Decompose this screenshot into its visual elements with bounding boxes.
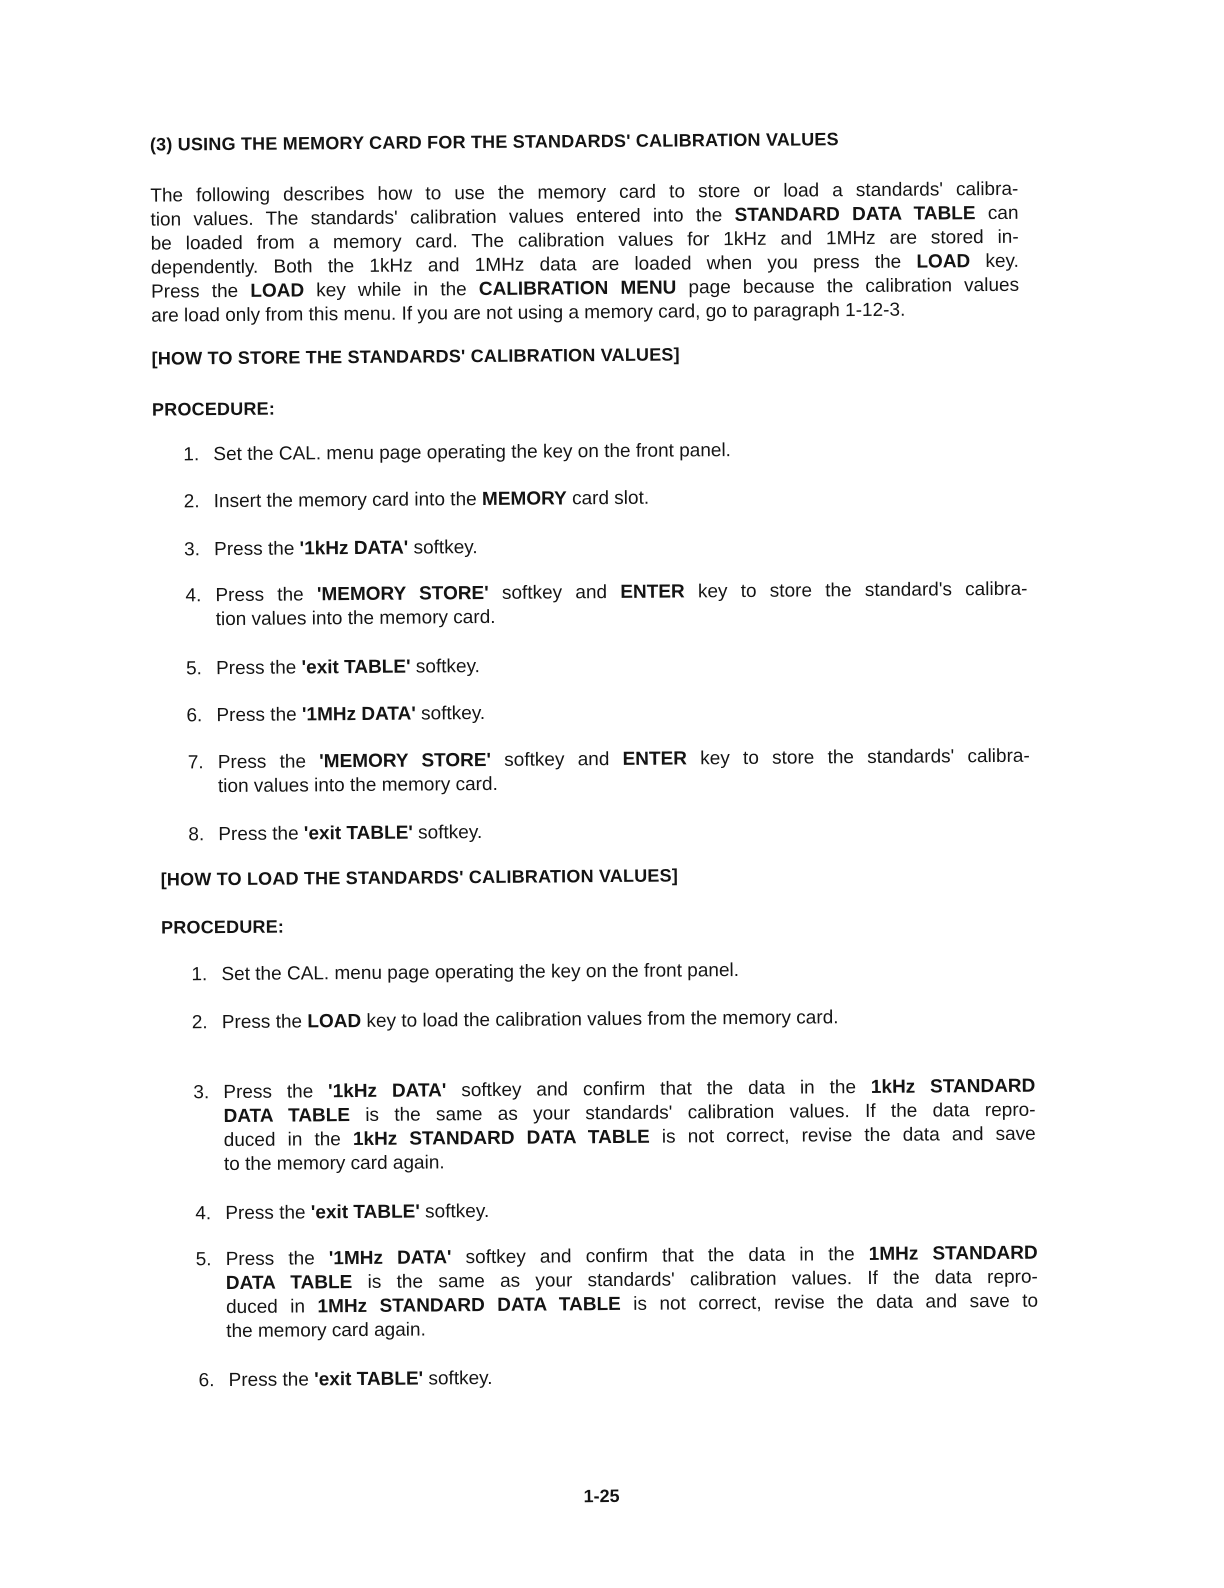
section-title: (3) USING THE MEMORY CARD FOR THE STANDARDS' CALIBRATION VALUES bbox=[149, 129, 839, 155]
intro-line: dependently. Both the 1kHz and 1MHz data are loaded when you press the LOAD key. bbox=[150, 250, 1019, 279]
store-step-4: 4. Press the 'MEMORY STORE' softkey and ENTER key to store the standard's calibra- tion values into the memory card. bbox=[185, 578, 1028, 631]
load-heading: [HOW TO LOAD THE STANDARDS' CALIBRATION VALUES] bbox=[160, 865, 679, 890]
store-step-7: 7. Press the 'MEMORY STORE' softkey and ENTER key to store the standards' calibra- tion values into the memory card. bbox=[187, 745, 1030, 798]
load-step-1: 1. Set the CAL. menu page operating the key on the front panel. bbox=[191, 960, 740, 986]
page-number: 1-25 bbox=[583, 1485, 620, 1507]
store-heading: [HOW TO STORE THE STANDARDS' CALIBRATION VALUES] bbox=[151, 344, 680, 369]
load-step-6: 6. Press the 'exit TABLE' softkey. bbox=[198, 1367, 493, 1392]
intro-line: tion values. The standards' calibration values entered into the STANDARD DATA TABLE can bbox=[150, 202, 1019, 231]
store-step-8: 8. Press the 'exit TABLE' softkey. bbox=[188, 822, 483, 846]
intro-paragraph bbox=[150, 178, 1019, 329]
load-step-5: 5. Press the '1MHz DATA' softkey and confirm that the data in the 1MHz STANDARD DATA TABLE is the same as your standards' calibration values. If the data repro- duced in 1MHz STANDARD DATA TABLE is not correct, revise the data and save to the memory card again. bbox=[195, 1242, 1039, 1343]
intro-line: be loaded from a memory card. The calibration values for 1kHz and 1MHz are stored in- bbox=[150, 226, 1019, 255]
intro-line: Press the LOAD key while in the CALIBRATION MENU page because the calibration values bbox=[150, 274, 1020, 303]
store-step-1: 1. Set the CAL. menu page operating the key on the front panel. bbox=[183, 440, 731, 466]
intro-line: are load only from this menu. If you are not using a memory card, go to paragraph 1-12-3. bbox=[151, 299, 906, 327]
load-procedure-label: PROCEDURE: bbox=[160, 916, 285, 938]
store-step-5: 5. Press the 'exit TABLE' softkey. bbox=[185, 656, 480, 680]
store-step-6: 6. Press the '1MHz DATA' softkey. bbox=[186, 702, 486, 727]
intro-line: The following describes how to use the memory card to store or load a standards' calibra- bbox=[150, 178, 1019, 207]
store-procedure-label: PROCEDURE: bbox=[151, 398, 276, 420]
load-step-2: 2. Press the LOAD key to load the calibration values from the memory card. bbox=[191, 1007, 839, 1034]
store-step-2: 2. Insert the memory card into the MEMORY card slot. bbox=[183, 487, 650, 513]
load-step-3: 3. Press the '1kHz DATA' softkey and confirm that the data in the 1kHz STANDARD DATA TABLE is the same as your standards' calibration values. If the data repro- duced in the 1kHz STANDARD DATA TABLE is not correct, revise the data and save to the memory card again. bbox=[193, 1075, 1036, 1176]
load-step-4: 4. Press the 'exit TABLE' softkey. bbox=[195, 1200, 490, 1225]
store-step-3: 3. Press the '1kHz DATA' softkey. bbox=[184, 537, 478, 561]
